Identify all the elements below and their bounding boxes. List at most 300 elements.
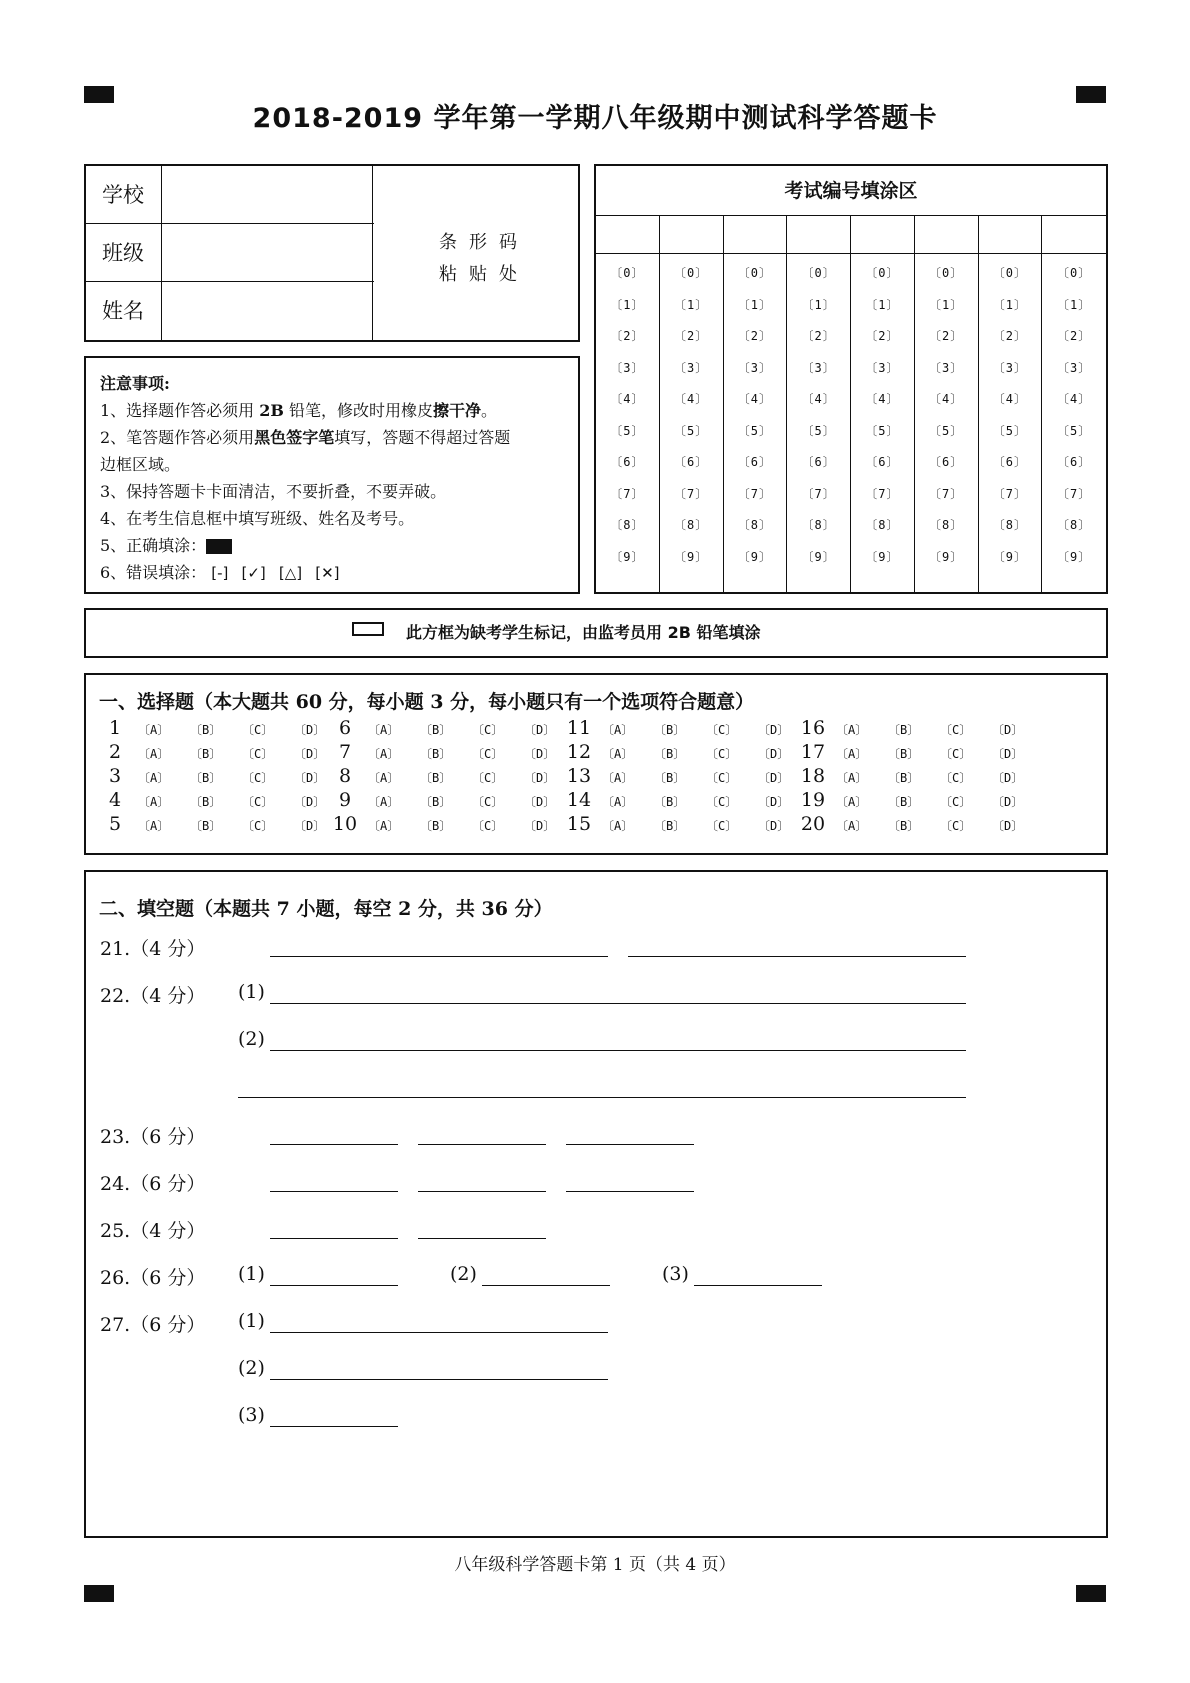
choice-option-bubble[interactable]: 〔A〕 <box>602 747 634 761</box>
choice-option-bubble[interactable]: 〔D〕 <box>524 795 556 809</box>
choice-title: 一、选择题（本大题共 60 分，每小题 3 分，每小题只有一个选项符合题意） <box>99 691 755 713</box>
exam-id-column <box>851 216 915 592</box>
choice-option-bubble[interactable]: 〔D〕 <box>294 795 326 809</box>
sub-label-1: (1) <box>238 1263 265 1285</box>
choice-option-bubble[interactable]: 〔A〕 <box>368 771 400 785</box>
choice-option-bubble[interactable]: 〔C〕 <box>242 747 274 761</box>
sub-label-1: (1) <box>238 1310 265 1332</box>
sub-label-1: (1) <box>238 981 265 1003</box>
exam-id-bubble[interactable]: 〔1〕 <box>992 297 1027 312</box>
class-row <box>86 224 374 282</box>
exam-id-bubble[interactable]: 〔2〕 <box>801 329 836 343</box>
exam-id-bubble[interactable]: 〔5〕 <box>992 423 1027 438</box>
choice-question-number: 16 <box>800 717 826 739</box>
exam-id-bubble[interactable]: 〔3〕 <box>737 360 772 375</box>
exam-id-bubble[interactable]: 〔6〕 <box>865 455 900 469</box>
wrong-fill-example: [✓] <box>241 564 266 582</box>
choice-option-bubble[interactable]: 〔C〕 <box>706 819 738 833</box>
choice-option-bubble[interactable]: 〔A〕 <box>602 819 634 833</box>
choice-option-bubble[interactable]: 〔D〕 <box>294 723 326 737</box>
name-row <box>86 282 374 340</box>
exam-id-bubble[interactable]: 〔4〕 <box>610 392 645 406</box>
notes-box <box>84 356 580 594</box>
exam-id-bubbles <box>915 254 978 579</box>
answer-line[interactable] <box>418 1238 546 1239</box>
choice-option-bubble[interactable]: 〔D〕 <box>992 747 1024 761</box>
note-text: 6、错误填涂： <box>100 563 207 582</box>
choice-option-bubble[interactable]: 〔A〕 <box>138 819 170 833</box>
exam-id-bubble[interactable]: 〔1〕 <box>865 297 900 312</box>
exam-id-bubbles <box>787 254 850 579</box>
exam-id-bubble[interactable]: 〔4〕 <box>1057 392 1092 406</box>
exam-id-bubble[interactable]: 〔0〕 <box>865 266 900 280</box>
choice-question-row <box>100 719 340 743</box>
choice-option-bubble[interactable]: 〔A〕 <box>836 747 868 761</box>
choice-option-bubble[interactable]: 〔B〕 <box>420 795 452 809</box>
exam-id-bubble[interactable]: 〔9〕 <box>865 549 900 564</box>
choice-option-bubble[interactable]: 〔D〕 <box>992 723 1024 737</box>
choice-question-number: 14 <box>566 789 592 811</box>
choice-question-number: 4 <box>108 789 122 811</box>
choice-question-row <box>564 815 804 839</box>
exam-id-bubble[interactable]: 〔0〕 <box>929 266 964 280</box>
note-item-1 <box>100 397 578 424</box>
student-info-box <box>84 164 580 342</box>
choice-question-number: 7 <box>338 741 352 763</box>
exam-id-bubble[interactable]: 〔5〕 <box>737 423 772 438</box>
answer-line[interactable] <box>270 1379 608 1380</box>
exam-id-column <box>660 216 724 592</box>
choice-option-bubble[interactable]: 〔A〕 <box>836 795 868 809</box>
exam-id-bubble[interactable]: 〔2〕 <box>865 329 900 343</box>
choice-question-row <box>330 767 570 791</box>
exam-id-bubble[interactable]: 〔5〕 <box>801 423 836 438</box>
choice-option-bubble[interactable]: 〔D〕 <box>758 771 790 785</box>
answer-line[interactable] <box>270 1285 398 1286</box>
choice-question-row <box>330 743 570 767</box>
choice-option-bubble[interactable]: 〔A〕 <box>368 747 400 761</box>
choice-option-bubble[interactable]: 〔D〕 <box>758 723 790 737</box>
exam-id-bubble[interactable]: 〔2〕 <box>737 329 772 343</box>
absent-checkbox[interactable] <box>352 622 384 636</box>
exam-id-bubble[interactable]: 〔7〕 <box>801 486 836 501</box>
choice-option-bubble[interactable]: 〔D〕 <box>294 771 326 785</box>
fill-section <box>84 870 1108 1538</box>
exam-id-bubbles <box>660 254 723 579</box>
choice-option-bubble[interactable]: 〔B〕 <box>654 795 686 809</box>
choice-option-bubble[interactable]: 〔C〕 <box>940 747 972 761</box>
exam-id-bubble[interactable]: 〔9〕 <box>674 549 709 564</box>
choice-option-bubble[interactable]: 〔D〕 <box>524 771 556 785</box>
answer-line[interactable] <box>628 956 966 957</box>
answer-line[interactable] <box>694 1285 822 1286</box>
absent-box <box>84 608 1108 658</box>
choice-option-bubble[interactable]: 〔B〕 <box>190 723 222 737</box>
exam-id-bubble[interactable]: 〔7〕 <box>1057 486 1092 501</box>
choice-option-bubble[interactable]: 〔B〕 <box>420 771 452 785</box>
barcode-label-line2: 粘贴处 <box>439 264 529 285</box>
choice-option-bubble[interactable]: 〔A〕 <box>138 771 170 785</box>
choice-option-bubble[interactable]: 〔B〕 <box>190 771 222 785</box>
choice-option-bubble[interactable]: 〔A〕 <box>602 723 634 737</box>
exam-id-bubble[interactable]: 〔3〕 <box>929 360 964 375</box>
choice-question-row <box>100 815 340 839</box>
choice-option-bubble[interactable]: 〔D〕 <box>524 747 556 761</box>
question-27-label: 27.（6 分） <box>100 1314 206 1336</box>
absent-instruction: 此方框为缺考学生标记，由监考员用 2B 铅笔填涂 <box>406 623 761 642</box>
choice-question-row <box>798 719 1038 743</box>
question-21-label: 21.（4 分） <box>100 938 206 960</box>
exam-id-bubble[interactable]: 〔8〕 <box>674 518 709 532</box>
choice-question-number: 9 <box>338 789 352 811</box>
exam-id-bubble[interactable]: 〔6〕 <box>929 455 964 469</box>
exam-id-bubble[interactable]: 〔6〕 <box>801 455 836 469</box>
sub-label-3: (3) <box>662 1263 689 1285</box>
choice-option-bubble[interactable]: 〔A〕 <box>138 795 170 809</box>
wrong-fill-example: [△] <box>278 564 303 582</box>
notes-title: 注意事项: <box>100 374 170 393</box>
sub-label-2: (2) <box>238 1357 265 1379</box>
choice-option-bubble[interactable]: 〔C〕 <box>472 819 504 833</box>
exam-id-bubble[interactable]: 〔9〕 <box>1057 549 1092 564</box>
sub-label-3: (3) <box>238 1404 265 1426</box>
exam-id-bubble[interactable]: 〔3〕 <box>865 360 900 375</box>
sub-label-2: (2) <box>450 1263 477 1285</box>
answer-line[interactable] <box>418 1144 546 1145</box>
exam-id-bubble[interactable]: 〔0〕 <box>992 266 1027 280</box>
exam-id-bubble[interactable]: 〔6〕 <box>674 455 709 469</box>
exam-id-bubble[interactable]: 〔1〕 <box>929 297 964 312</box>
school-row <box>86 166 374 224</box>
note-item-4: 4、在考生信息框中填写班级、姓名及考号。 <box>100 509 415 528</box>
exam-id-bubble[interactable]: 〔4〕 <box>865 392 900 406</box>
note-text: 2、笔答题作答必须用 <box>100 428 255 447</box>
class-field[interactable] <box>162 224 374 281</box>
note-text: 铅笔，修改时用橡皮 <box>283 401 434 420</box>
answer-line[interactable] <box>270 1332 608 1333</box>
choice-option-bubble[interactable]: 〔C〕 <box>242 723 274 737</box>
choice-question-row <box>100 743 340 767</box>
exam-id-write-cell[interactable] <box>596 216 659 254</box>
choice-option-bubble[interactable]: 〔C〕 <box>706 795 738 809</box>
exam-id-bubble[interactable]: 〔7〕 <box>865 486 900 501</box>
choice-option-bubble[interactable]: 〔B〕 <box>888 819 920 833</box>
exam-id-bubbles <box>851 254 914 579</box>
choice-question-row <box>564 767 804 791</box>
barcode-divider <box>372 166 373 340</box>
exam-id-bubbles <box>596 254 659 579</box>
choice-question-row <box>330 719 570 743</box>
exam-id-bubble[interactable]: 〔3〕 <box>1057 360 1092 375</box>
exam-id-bubble[interactable]: 〔9〕 <box>801 549 836 564</box>
choice-option-bubble[interactable]: 〔B〕 <box>888 747 920 761</box>
alignment-marker-bottom-right <box>1076 1585 1106 1602</box>
choice-option-bubble[interactable]: 〔B〕 <box>654 747 686 761</box>
choice-option-bubble[interactable]: 〔B〕 <box>654 771 686 785</box>
exam-id-column <box>979 216 1043 592</box>
choice-option-bubble[interactable]: 〔C〕 <box>242 771 274 785</box>
choice-option-bubble[interactable]: 〔B〕 <box>654 723 686 737</box>
choice-option-bubble[interactable]: 〔B〕 <box>190 819 222 833</box>
note-text: 5、正确填涂： <box>100 536 207 555</box>
exam-id-write-cell[interactable] <box>979 216 1042 254</box>
choice-option-bubble[interactable]: 〔C〕 <box>242 819 274 833</box>
exam-id-bubble[interactable]: 〔0〕 <box>610 266 645 280</box>
choice-question-row <box>798 791 1038 815</box>
exam-id-bubble[interactable]: 〔0〕 <box>674 266 709 280</box>
exam-id-write-cell[interactable] <box>660 216 723 254</box>
exam-id-title: 考试编号填涂区 <box>596 166 1106 216</box>
exam-id-bubble[interactable]: 〔2〕 <box>929 329 964 343</box>
answer-line[interactable] <box>418 1191 546 1192</box>
name-field[interactable] <box>162 282 374 340</box>
exam-id-bubble[interactable]: 〔7〕 <box>737 486 772 501</box>
exam-id-bubble[interactable]: 〔2〕 <box>674 329 709 343</box>
answer-line[interactable] <box>270 1191 398 1192</box>
exam-id-column <box>787 216 851 592</box>
exam-id-bubbles <box>979 254 1042 579</box>
choice-question-row <box>564 719 804 743</box>
answer-line[interactable] <box>270 1003 966 1004</box>
exam-id-bubble[interactable]: 〔6〕 <box>1057 455 1092 469</box>
choice-option-bubble[interactable]: 〔D〕 <box>294 747 326 761</box>
choice-option-bubble[interactable]: 〔B〕 <box>888 723 920 737</box>
choice-option-bubble[interactable]: 〔C〕 <box>706 747 738 761</box>
exam-id-bubble[interactable]: 〔2〕 <box>1057 329 1092 343</box>
answer-line[interactable] <box>566 1191 694 1192</box>
choice-option-bubble[interactable]: 〔B〕 <box>888 771 920 785</box>
fill-title: 二、填空题（本题共 7 小题，每空 2 分，共 36 分） <box>99 898 553 920</box>
exam-id-bubble[interactable]: 〔9〕 <box>929 549 964 564</box>
wrong-fill-example: [✕] <box>315 564 340 582</box>
note-bold: 黑色签字笔 <box>254 428 335 447</box>
exam-id-write-cell[interactable] <box>1042 216 1106 254</box>
exam-id-bubble[interactable]: 〔7〕 <box>992 486 1027 501</box>
exam-id-bubble[interactable]: 〔7〕 <box>610 486 645 501</box>
exam-id-bubble[interactable]: 〔1〕 <box>610 297 645 312</box>
exam-id-bubble[interactable]: 〔3〕 <box>801 360 836 375</box>
choice-option-bubble[interactable]: 〔C〕 <box>472 747 504 761</box>
exam-id-box <box>594 164 1108 594</box>
choice-option-bubble[interactable]: 〔A〕 <box>138 723 170 737</box>
exam-id-bubble[interactable]: 〔3〕 <box>674 360 709 375</box>
choice-option-bubble[interactable]: 〔A〕 <box>368 795 400 809</box>
answer-line[interactable] <box>270 956 608 957</box>
question-26-label: 26.（6 分） <box>100 1267 206 1289</box>
answer-line[interactable] <box>566 1144 694 1145</box>
exam-id-column <box>915 216 979 592</box>
choice-option-bubble[interactable]: 〔D〕 <box>992 771 1024 785</box>
exam-id-column <box>596 216 660 592</box>
choice-option-bubble[interactable]: 〔D〕 <box>524 723 556 737</box>
exam-id-bubble[interactable]: 〔0〕 <box>1057 266 1092 280</box>
exam-id-bubble[interactable]: 〔6〕 <box>992 455 1027 469</box>
answer-line[interactable] <box>270 1050 966 1051</box>
choice-option-bubble[interactable]: 〔B〕 <box>888 795 920 809</box>
choice-section <box>84 673 1108 855</box>
exam-id-bubble[interactable]: 〔7〕 <box>929 486 964 501</box>
choice-option-bubble[interactable]: 〔B〕 <box>654 819 686 833</box>
exam-id-bubble[interactable]: 〔1〕 <box>737 297 772 312</box>
choice-question-number: 12 <box>566 741 592 763</box>
exam-id-bubble[interactable]: 〔3〕 <box>610 360 645 375</box>
note-item-5 <box>100 532 578 559</box>
name-label: 姓名 <box>86 282 162 340</box>
choice-option-bubble[interactable]: 〔A〕 <box>602 795 634 809</box>
exam-id-bubble[interactable]: 〔6〕 <box>737 455 772 469</box>
exam-id-bubble[interactable]: 〔4〕 <box>801 392 836 406</box>
page-title: 2018-2019 学年第一学期八年级期中测试科学答题卡 <box>252 103 938 134</box>
choice-option-bubble[interactable]: 〔C〕 <box>940 819 972 833</box>
choice-option-bubble[interactable]: 〔D〕 <box>758 795 790 809</box>
choice-option-bubble[interactable]: 〔C〕 <box>242 795 274 809</box>
choice-question-number: 6 <box>338 717 352 739</box>
exam-id-bubble[interactable]: 〔2〕 <box>992 329 1027 343</box>
exam-id-bubble[interactable]: 〔1〕 <box>1057 297 1092 312</box>
choice-question-row <box>798 815 1038 839</box>
question-24-label: 24.（6 分） <box>100 1173 206 1195</box>
exam-id-bubble[interactable]: 〔9〕 <box>737 549 772 564</box>
note-text: 填写，答题不得超过答题 <box>334 428 511 447</box>
note-bold: 2B <box>259 401 284 420</box>
choice-option-bubble[interactable]: 〔C〕 <box>940 723 972 737</box>
note-bold: 擦干净 <box>433 401 482 420</box>
exam-id-bubble[interactable]: 〔4〕 <box>929 392 964 406</box>
exam-id-write-cell[interactable] <box>787 216 850 254</box>
exam-id-bubble[interactable]: 〔6〕 <box>610 455 645 469</box>
choice-option-bubble[interactable]: 〔C〕 <box>940 795 972 809</box>
choice-option-bubble[interactable]: 〔D〕 <box>524 819 556 833</box>
sub-label-2: (2) <box>238 1028 265 1050</box>
question-23-label: 23.（6 分） <box>100 1126 206 1148</box>
choice-option-bubble[interactable]: 〔C〕 <box>472 771 504 785</box>
choice-question-row <box>798 767 1038 791</box>
choice-option-bubble[interactable]: 〔D〕 <box>758 819 790 833</box>
exam-id-bubble[interactable]: 〔3〕 <box>992 360 1027 375</box>
choice-option-bubble[interactable]: 〔A〕 <box>602 771 634 785</box>
exam-id-bubble[interactable]: 〔9〕 <box>610 549 645 564</box>
school-field[interactable] <box>162 166 374 223</box>
exam-id-bubble[interactable]: 〔4〕 <box>992 392 1027 406</box>
choice-option-bubble[interactable]: 〔B〕 <box>420 819 452 833</box>
choice-option-bubble[interactable]: 〔B〕 <box>190 795 222 809</box>
exam-id-bubble[interactable]: 〔5〕 <box>610 423 645 438</box>
note-text: 1、选择题作答必须用 <box>100 401 260 420</box>
exam-id-bubble[interactable]: 〔1〕 <box>674 297 709 312</box>
exam-id-write-cell[interactable] <box>851 216 914 254</box>
choice-option-bubble[interactable]: 〔C〕 <box>472 723 504 737</box>
choice-question-number: 11 <box>566 717 592 739</box>
exam-id-bubble[interactable]: 〔4〕 <box>674 392 709 406</box>
choice-option-bubble[interactable]: 〔C〕 <box>706 723 738 737</box>
exam-id-bubble[interactable]: 〔8〕 <box>737 518 772 532</box>
exam-id-bubble[interactable]: 〔8〕 <box>992 518 1027 532</box>
answer-line[interactable] <box>270 1238 398 1239</box>
choice-option-bubble[interactable]: 〔A〕 <box>368 723 400 737</box>
correct-fill-example <box>206 539 232 554</box>
answer-line[interactable] <box>482 1285 610 1286</box>
choice-question-row <box>564 743 804 767</box>
answer-line[interactable] <box>270 1426 398 1427</box>
answer-line[interactable] <box>270 1144 398 1145</box>
exam-id-write-cell[interactable] <box>724 216 787 254</box>
exam-id-bubble[interactable]: 〔0〕 <box>737 266 772 280</box>
choice-option-bubble[interactable]: 〔A〕 <box>836 819 868 833</box>
exam-id-bubble[interactable]: 〔0〕 <box>801 266 836 280</box>
choice-option-bubble[interactable]: 〔C〕 <box>472 795 504 809</box>
choice-option-bubble[interactable]: 〔A〕 <box>836 771 868 785</box>
exam-id-bubble[interactable]: 〔2〕 <box>610 329 645 343</box>
choice-option-bubble[interactable]: 〔B〕 <box>420 723 452 737</box>
note-item-2 <box>100 424 578 451</box>
exam-id-bubble[interactable]: 〔1〕 <box>801 297 836 312</box>
exam-id-bubble[interactable]: 〔7〕 <box>674 486 709 501</box>
choice-option-bubble[interactable]: 〔D〕 <box>758 747 790 761</box>
wrong-fill-example: [-] <box>211 564 229 582</box>
choice-option-bubble[interactable]: 〔C〕 <box>940 771 972 785</box>
exam-id-bubble[interactable]: 〔5〕 <box>929 423 964 438</box>
note-item-3: 3、保持答题卡卡面清洁，不要折叠，不要弄破。 <box>100 482 447 501</box>
choice-question-number: 10 <box>332 813 358 835</box>
choice-option-bubble[interactable]: 〔C〕 <box>706 771 738 785</box>
choice-question-number: 18 <box>800 765 826 787</box>
choice-question-row <box>100 767 340 791</box>
choice-option-bubble[interactable]: 〔B〕 <box>190 747 222 761</box>
note-item-6 <box>100 559 578 587</box>
exam-id-write-cell[interactable] <box>915 216 978 254</box>
page-footer: 八年级科学答题卡第 1 页（共 4 页） <box>454 1555 736 1575</box>
exam-id-bubble[interactable]: 〔4〕 <box>737 392 772 406</box>
choice-option-bubble[interactable]: 〔D〕 <box>992 795 1024 809</box>
exam-id-column <box>724 216 788 592</box>
exam-id-bubble[interactable]: 〔5〕 <box>1057 423 1092 438</box>
choice-question-number: 13 <box>566 765 592 787</box>
choice-question-number: 2 <box>108 741 122 763</box>
answer-line[interactable] <box>238 1097 966 1098</box>
exam-id-bubble[interactable]: 〔8〕 <box>1057 518 1092 532</box>
exam-id-bubble[interactable]: 〔5〕 <box>674 423 709 438</box>
exam-id-bubble[interactable]: 〔8〕 <box>865 518 900 532</box>
choice-option-bubble[interactable]: 〔B〕 <box>420 747 452 761</box>
exam-id-column <box>1042 216 1106 592</box>
choice-question-row <box>564 791 804 815</box>
choice-question-number: 5 <box>108 813 122 835</box>
school-label: 学校 <box>86 166 162 223</box>
choice-question-number: 15 <box>566 813 592 835</box>
choice-question-number: 3 <box>108 765 122 787</box>
choice-option-bubble[interactable]: 〔A〕 <box>138 747 170 761</box>
class-label: 班级 <box>86 224 162 281</box>
choice-question-row <box>330 815 570 839</box>
choice-question-row <box>798 743 1038 767</box>
choice-option-bubble[interactable]: 〔A〕 <box>368 819 400 833</box>
choice-option-bubble[interactable]: 〔A〕 <box>836 723 868 737</box>
choice-option-bubble[interactable]: 〔D〕 <box>992 819 1024 833</box>
exam-id-bubble[interactable]: 〔8〕 <box>610 518 645 532</box>
exam-id-bubble[interactable]: 〔5〕 <box>865 423 900 438</box>
choice-option-bubble[interactable]: 〔D〕 <box>294 819 326 833</box>
choice-question-number: 1 <box>108 717 122 739</box>
exam-id-bubble[interactable]: 〔8〕 <box>801 518 836 532</box>
note-item-2-cont: 边框区域。 <box>100 455 181 474</box>
exam-id-bubble[interactable]: 〔8〕 <box>929 518 964 532</box>
question-22-label: 22.（4 分） <box>100 985 206 1007</box>
choice-question-row <box>330 791 570 815</box>
question-25-label: 25.（4 分） <box>100 1220 206 1242</box>
exam-id-bubble[interactable]: 〔9〕 <box>992 549 1027 564</box>
choice-question-number: 17 <box>800 741 826 763</box>
choice-question-number: 19 <box>800 789 826 811</box>
